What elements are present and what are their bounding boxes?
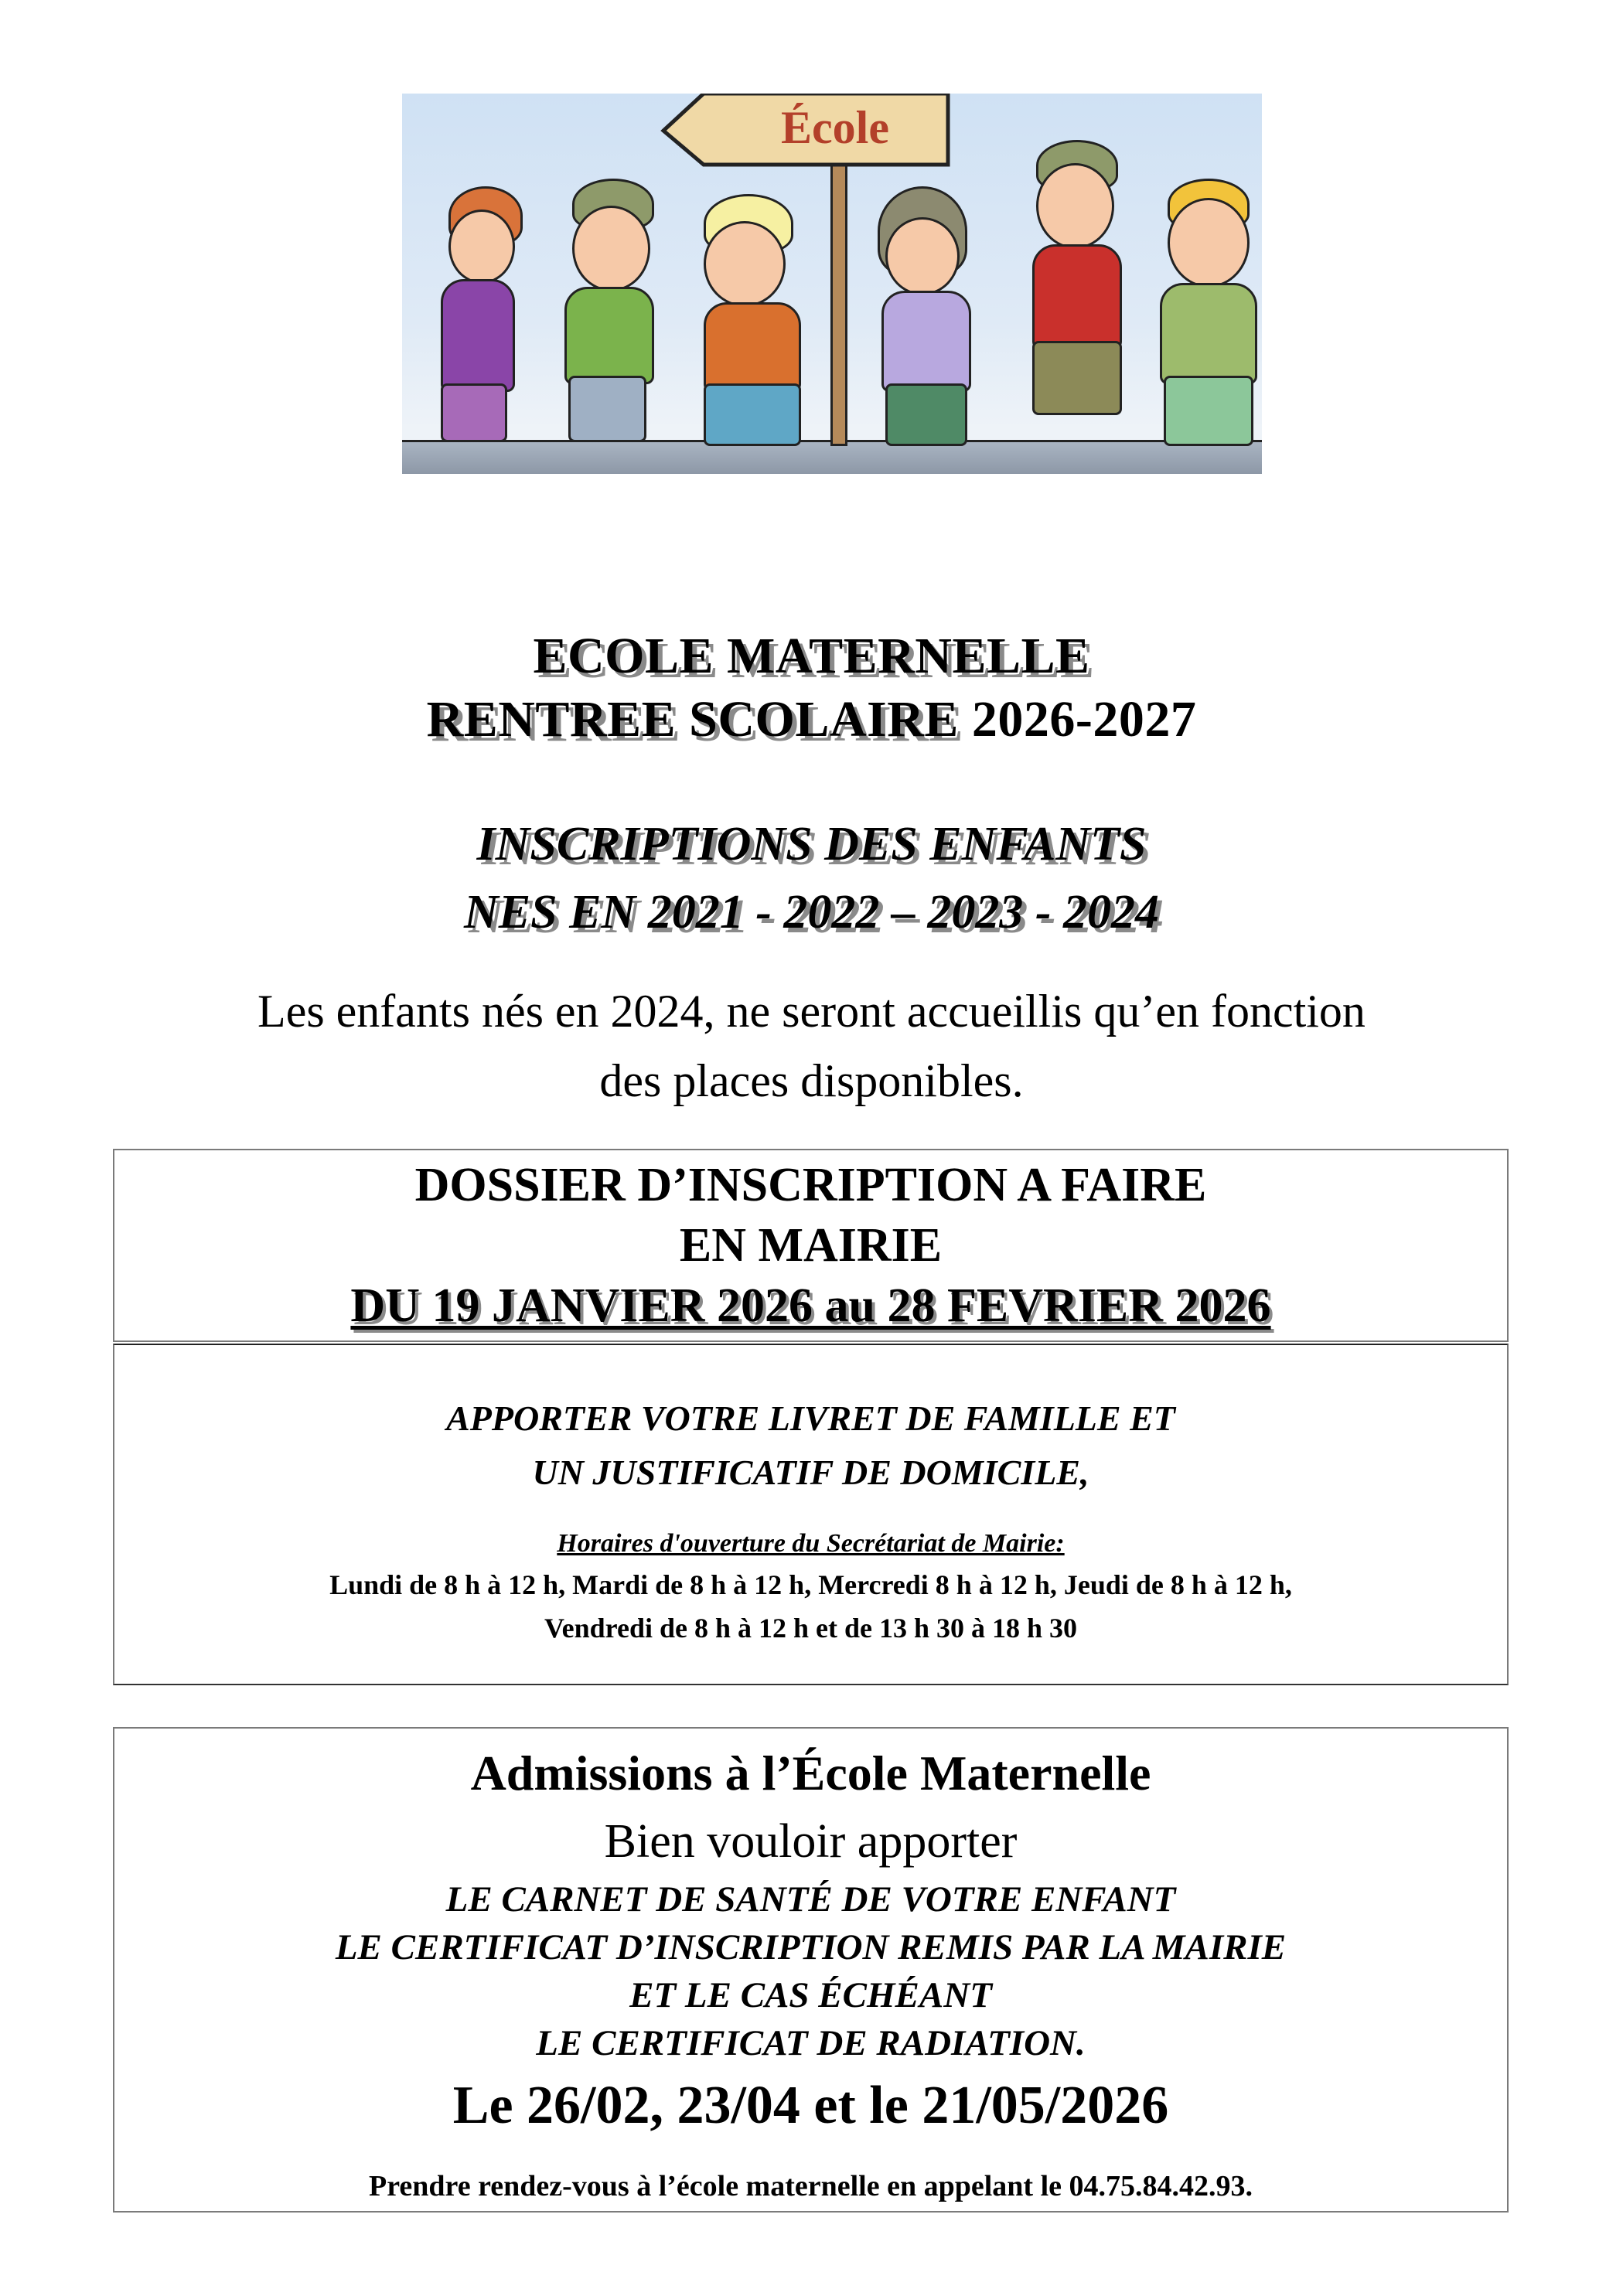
child-figure-1 [418, 186, 541, 449]
registration-box [113, 1149, 1509, 1342]
admissions-intro: Bien vouloir apporter [604, 1815, 1018, 1868]
hours-line-1: Lundi de 8 h à 12 h, Mardi de 8 h à 12 h, Mercredi 8 h à 12 h, Jeudi de 8 h à 12 h, [329, 1569, 1292, 1600]
child-figure-5 [1005, 140, 1137, 434]
notice-line-1: Les enfants nés en 2024, ne seront accueillis qu’en fonction [257, 986, 1366, 1037]
title-rentree: RENTREE SCOLAIRE [426, 691, 959, 748]
admissions-title: Admissions à l’École Maternelle [470, 1746, 1151, 1800]
hours-line-2: Vendredi de 8 h à 12 h et de 13 h 30 à 18 h 30 [544, 1613, 1078, 1644]
registration-line-2: EN MAIRIE [679, 1219, 943, 1272]
admissions-dates: Le 26/02, 23/04 et le 21/05/2026 [452, 2076, 1169, 2135]
admissions-item: LE CARNET DE SANTÉ DE VOTRE ENFANT [445, 1879, 1176, 1920]
title-line-2 [0, 688, 1623, 751]
child-figure-4 [858, 186, 990, 449]
headline-block [0, 625, 1623, 751]
child-figure-2 [541, 179, 673, 449]
admissions-item: LE CERTIFICAT DE RADIATION. [536, 2023, 1086, 2063]
subtitle-block [0, 810, 1623, 946]
admissions-box [113, 1727, 1509, 2213]
title-line-1: ECOLE MATERNELLE [533, 628, 1090, 684]
admissions-contact: Prendre rendez-vous à l’école maternelle en appelant le 04.75.84.42.93. [369, 2170, 1253, 2202]
sign-post [830, 140, 847, 446]
admissions-item: LE CERTIFICAT D’INSCRIPTION REMIS PAR LA MAIRIE [335, 1927, 1287, 1967]
admissions-item: ET LE CAS ÉCHÉANT [629, 1975, 992, 2015]
child-figure-6 [1144, 179, 1262, 449]
child-figure-3 [680, 194, 820, 449]
hours-title: Horaires d'ouverture du Secrétariat de Mairie: [557, 1529, 1065, 1558]
documents-line-2: UN JUSTIFICATIF DE DOMICILE, [532, 1453, 1089, 1492]
subtitle-line-1: INSCRIPTIONS DES ENFANTS [476, 818, 1147, 870]
documents-line-1: APPORTER VOTRE LIVRET DE FAMILLE ET [446, 1398, 1175, 1438]
availability-notice [0, 976, 1623, 1116]
documents-box [113, 1344, 1509, 1685]
sign-label: École [781, 102, 889, 153]
registration-line-1: DOSSIER D’INSCRIPTION A FAIRE [414, 1159, 1207, 1211]
school-children-illustration [402, 94, 1262, 474]
title-year: 2026-2027 [971, 691, 1197, 748]
notice-line-2: des places disponibles. [599, 1055, 1024, 1106]
subtitle-line-2: NES EN 2021 - 2022 – 2023 - 2024 [463, 886, 1160, 938]
registration-dates: DU 19 JANVIER 2026 au 28 FEVRIER 2026 [350, 1279, 1271, 1332]
